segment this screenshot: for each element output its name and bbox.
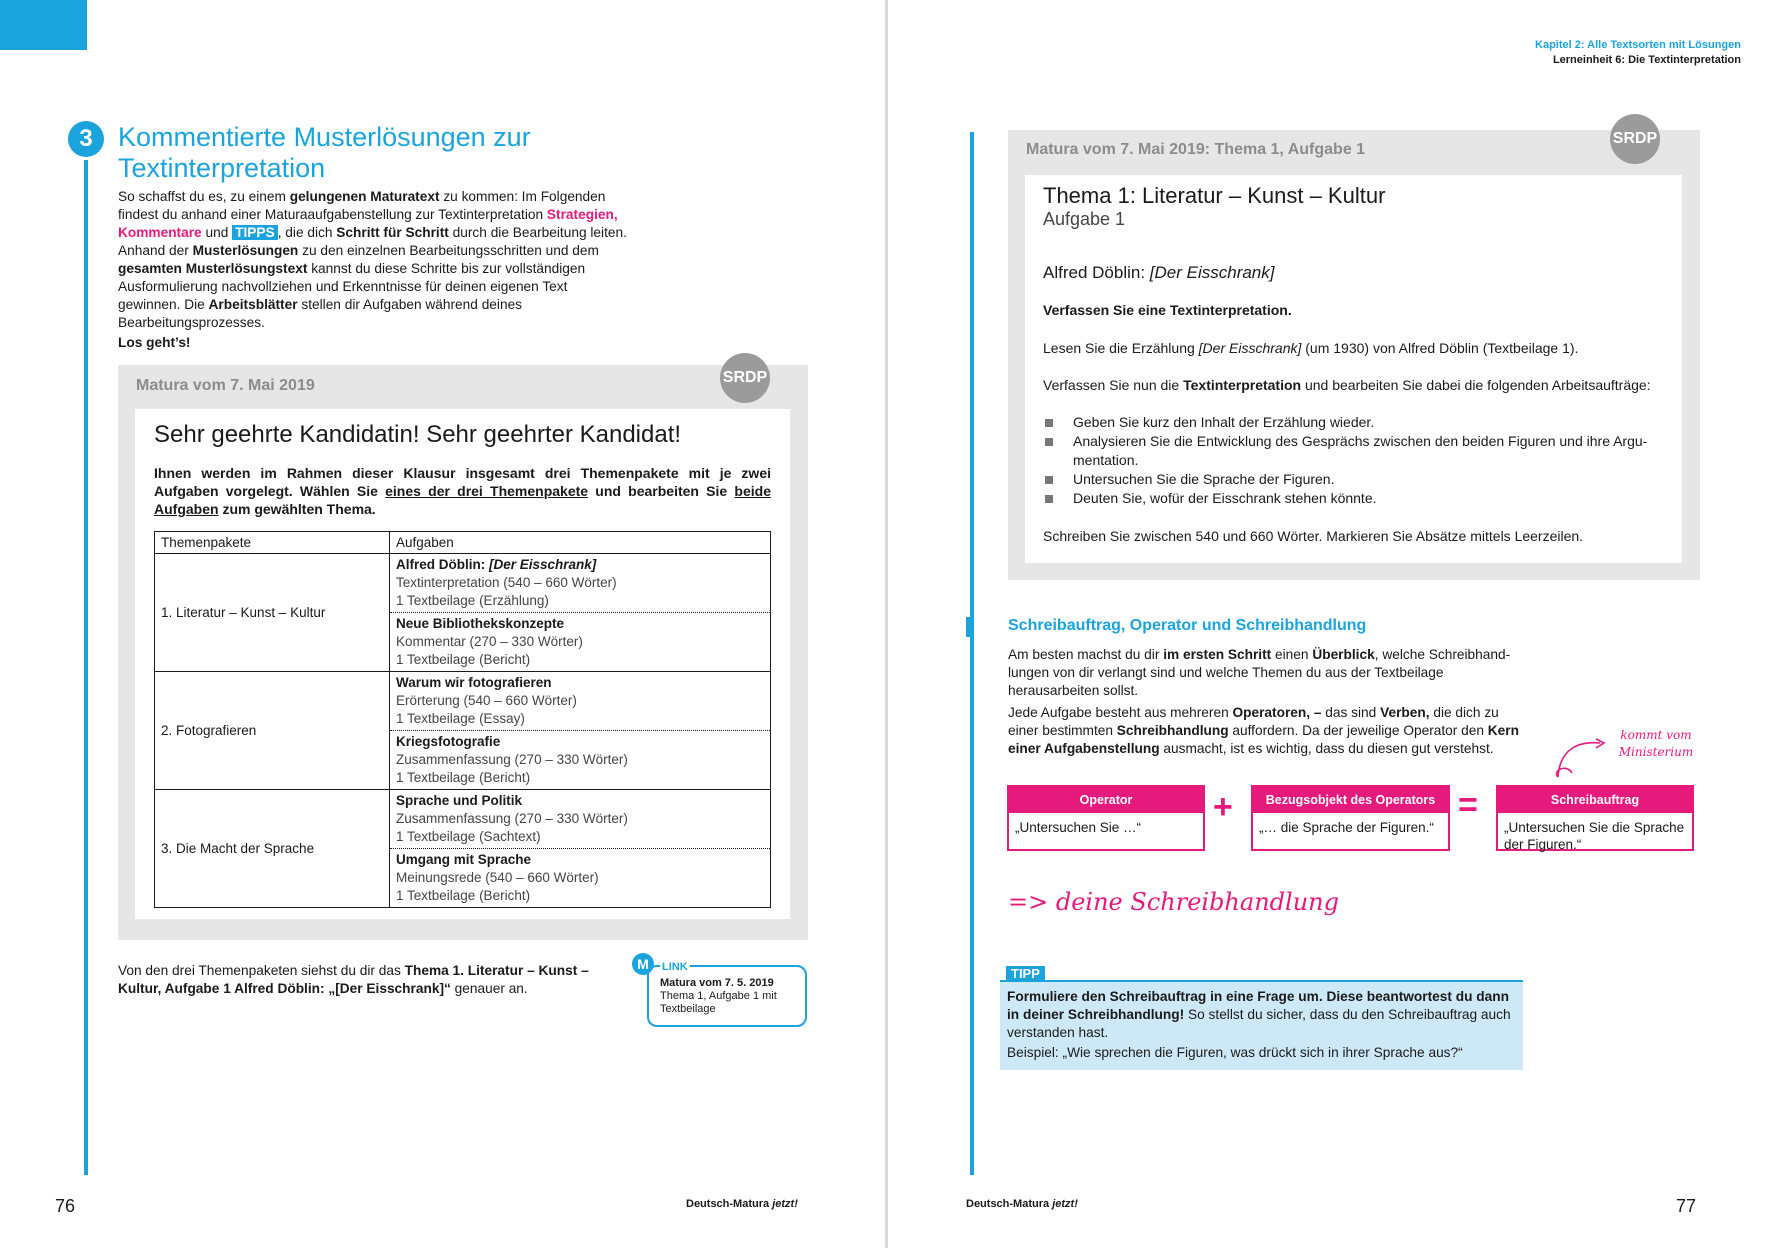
page-number: 77 [1676, 1196, 1697, 1216]
left-page [0, 0, 885, 1248]
reference-box-body: „… die Sprache der Figuren.“ [1259, 820, 1434, 835]
table-cell-task: Sprache und Politik Zusammenfassung (270 – 330 Wörter) 1 Textbeilage (Sachtext) [390, 790, 771, 849]
table-cell-package: 2. Fotografieren [155, 672, 390, 790]
reference-box-head: Bezugsobjekt des Operators [1253, 787, 1448, 813]
operator-box-body: „Untersuchen Sie …“ [1015, 820, 1142, 835]
section-heading: Schreibauftrag, Operator und Schreibhandlung [1008, 617, 1367, 634]
page-title: Kommentierte Musterlösungen zur Textinterpretation [118, 122, 531, 183]
table-cell-task: Warum wir fotografieren Erörterung (540 – 660 Wörter) 1 Textbeilage (Essay) [390, 672, 771, 731]
exam-box-title: Matura vom 7. Mai 2019 [136, 377, 315, 394]
exam-instructions: Ihnen werden im Rahmen dieser Klausur insgesamt drei Themenpakete mit je zwei Aufgaben vorgelegt. Wählen Sie eines der drei Themenpakete und bearbeiten Sie beide Aufgaben zum gewählten Thema. [154, 465, 771, 517]
list-item: Untersuchen Sie die Sprache der Figuren. [1043, 470, 1668, 489]
word-count-instruction: Schreiben Sie zwischen 540 und 660 Wörter. Markieren Sie Absätze mittels Leerzeilen. [1043, 528, 1584, 544]
table-header: Aufgaben [390, 532, 771, 554]
right-page [888, 0, 1771, 1248]
list-item: Geben Sie kurz den Inhalt der Erzählung wieder. [1043, 413, 1668, 432]
task-list [1043, 413, 1668, 508]
corner-tab [0, 0, 87, 50]
themen-table [154, 531, 771, 908]
result-box-body: „Untersuchen Sie die Sprache der Figuren.“ [1504, 820, 1685, 852]
exam-box [118, 365, 808, 940]
read-instruction: Lesen Sie die Erzählung [Der Eisschrank] (um 1930) von Alfred Döblin (Textbeilage 1). [1043, 340, 1579, 356]
right-margin-rule [970, 132, 974, 1175]
section-paragraph-2: Jede Aufgabe besteht aus mehreren Operatoren, – das sind Verben, die dich zu einer bestimmten Schreibhandlung auffordern. Da der jeweilige Operator den Kern einer Aufgabenstellung ausmacht, ist es wichtig, dass du diesen gut verstehst. [1008, 705, 1519, 756]
table-cell-task: Kriegsfotografie Zusammenfassung (270 – 330 Wörter) 1 Textbeilage (Bericht) [390, 731, 771, 790]
list-item: Analysieren Sie die Entwicklung des Gesprächs zwischen den beiden Figuren und ihre Argumentation. [1043, 432, 1668, 470]
step-number-badge: 3 [68, 121, 104, 157]
section-paragraph-1: Am besten machst du dir im ersten Schritt einen Überblick, welche Schreibhandlungen von dir verlangt sind und welche Themen du aus der Textbeilage herausarbeiten sollst. [1008, 647, 1511, 698]
reference-box [1251, 785, 1450, 851]
footer-brand: Deutsch-Matura jetzt! [686, 1198, 798, 1210]
task-instruction: Verfassen Sie eine Textinterpretation. [1043, 302, 1292, 318]
table-cell-task: Umgang mit Sprache Meinungsrede (540 – 660 Wörter) 1 Textbeilage (Bericht) [390, 849, 771, 908]
footer-brand: Deutsch-Matura jetzt! [966, 1198, 1078, 1210]
exam-task-card [1025, 175, 1682, 563]
table-cell-task: Neue Bibliothekskonzepte Kommentar (270 – 330 Wörter) 1 Textbeilage (Bericht) [390, 613, 771, 672]
list-item: Deuten Sie, wofür der Eisschrank stehen könnte. [1043, 489, 1668, 508]
result-box [1496, 785, 1694, 851]
link-label: LINK [662, 961, 688, 973]
intro-paragraph: So schaffst du es, zu einem gelungenen Maturatext zu kommen: Im Folgenden findest du anhand einer Maturaaufgabenstellung zur Textinterpretation Strategien, Kommentare und TIPPS , die dich Schritt für Schritt durch die Bearbeitung leiten. Anhand der Musterlösungen zu den einzelnen Bearbeitungsschritten und dem gesamten Musterlösungstext kannst du diese Schritte bis zur vollständigen Ausformulierung nachvollziehen und Erkenntnisse für deinen eigenen Text gewinnen. Die Arbeitsblätter stellen dir Aufgaben während deines Bearbeitungsprozesses. [118, 189, 627, 330]
operator-box [1007, 785, 1205, 851]
equals-sign: = [1458, 786, 1478, 824]
exam-card [135, 409, 790, 919]
los-gehts: Los geht’s! [118, 335, 191, 350]
bottom-paragraph: Von den drei Themenpaketen siehst du dir das Thema 1. Literatur – Kunst – Kultur, Aufgabe 1 Alfred Döblin: „[Der Eisschrank]“ genauer an. [118, 963, 589, 996]
annotation-arrow-icon [1538, 737, 1618, 787]
page-number: 76 [55, 1196, 76, 1216]
tipp-box: Formuliere den Schreibauftrag in eine Frage um. Diese beantwortest du dann in deiner Schreibhandlung! So stellst du sicher, dass du den Schreibauftrag auch verstanden hast. Beispiel: „Wie sprechen die Figuren, was drückt sich in ihrer Sprache aus?“ [1000, 980, 1523, 1070]
task-paragraph: Verfassen Sie nun die Textinterpretation und bearbeiten Sie dabei die folgenden Arbeitsaufträge: [1043, 377, 1651, 393]
result-box-head: Schreibauftrag [1498, 787, 1692, 813]
left-margin-rule [84, 160, 88, 1175]
link-body: Thema 1, Aufgabe 1 mit Textbeilage [660, 990, 777, 1015]
exam-task-box-title: Matura vom 7. Mai 2019: Thema 1, Aufgabe 1 [1026, 141, 1366, 158]
tipp-tag: TIPP [1006, 966, 1045, 982]
aufgabe-title: Aufgabe 1 [1043, 209, 1126, 229]
exam-task-box [1008, 130, 1700, 580]
chapter-header [1535, 38, 1741, 68]
operator-box-head: Operator [1009, 787, 1203, 813]
table-cell-package: 1. Literatur – Kunst – Kultur [155, 554, 390, 672]
handwritten-note: => deine Schreibhandlung [1008, 888, 1339, 916]
section-marker [966, 617, 972, 637]
table-cell-task: Alfred Döblin: [Der Eisschrank] Textinterpretation (540 – 660 Wörter) 1 Textbeilage (Erzählung) [390, 554, 771, 613]
unit-title: Lerneinheit 6: Die Textinterpretation [1552, 54, 1741, 66]
link-title: Matura vom 7. 5. 2019 [660, 977, 774, 989]
annotation-note: kommt vom Ministerium [1618, 728, 1694, 759]
chapter-title: Kapitel 2: Alle Textsorten mit Lösungen [1535, 39, 1741, 51]
plus-sign: + [1213, 788, 1233, 826]
srdp-badge: SRDP [720, 353, 770, 403]
exam-greeting: Sehr geehrte Kandidatin! Sehr geehrter Kandidat! [154, 421, 682, 448]
link-box[interactable] [647, 965, 807, 1027]
thema-title: Thema 1: Literatur – Kunst – Kultur [1043, 183, 1386, 208]
link-icon: M [632, 953, 654, 975]
table-header: Themenpakete [155, 532, 390, 554]
tipp-example: Beispiel: „Wie sprechen die Figuren, was drückt sich in ihrer Sprache aus?“ [1007, 1045, 1463, 1060]
table-cell-package: 3. Die Macht der Sprache [155, 790, 390, 908]
srdp-badge: SRDP [1610, 114, 1660, 164]
author-line: Alfred Döblin: [Der Eisschrank] [1043, 263, 1275, 282]
